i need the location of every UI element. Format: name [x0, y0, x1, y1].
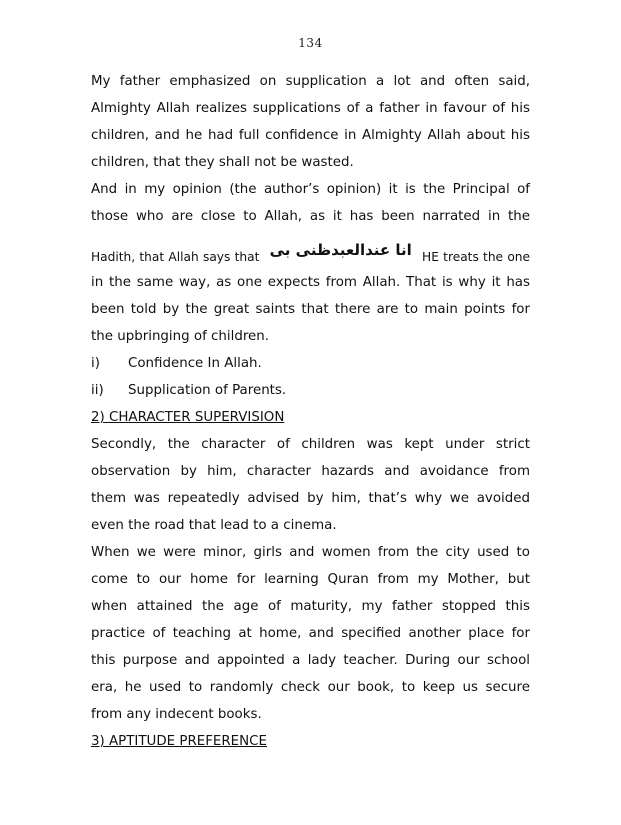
section-heading: 3) APTITUDE PREFERENCE	[91, 734, 267, 749]
list-marker: ii)	[91, 383, 104, 398]
paragraph-line: When we were minor, girls and women from the city used to	[91, 545, 530, 560]
paragraph-line: those who are close to Allah, as it has been narrated in the	[91, 209, 530, 224]
paragraph-line: children, and he had full confidence in Almighty Allah about his	[91, 128, 530, 143]
list-item	[91, 381, 530, 401]
paragraph-line: era, he used to randomly check our book, to keep us secure	[91, 680, 530, 695]
body-text	[91, 0, 530, 825]
list-marker: i)	[91, 356, 100, 371]
hadith-line-before: Hadith, that Allah says that	[91, 250, 260, 264]
paragraph-line: observation by him, character hazards and avoidance from	[91, 464, 530, 479]
arabic-quote: انا عندالعبدظنی بی	[269, 241, 412, 259]
page-number: 134	[298, 36, 323, 50]
paragraph-line: in the same way, as one expects from Allah. That is why it has	[91, 275, 530, 290]
hadith-line	[91, 241, 530, 266]
paragraph-line: Secondly, the character of children was kept under strict	[91, 437, 530, 452]
list-text: Supplication of Parents.	[128, 383, 287, 398]
paragraph-line: them was repeatedly advised by him, that’s why we avoided	[91, 491, 530, 506]
paragraph-line: children, that they shall not be wasted.	[91, 155, 354, 170]
paragraph-line: come to our home for learning Quran from my Mother, but	[91, 572, 530, 587]
paragraph-line: from any indecent books.	[91, 707, 262, 722]
paragraph-line: even the road that lead to a cinema.	[91, 518, 337, 533]
paragraph-line: when attained the age of maturity, my father stopped this	[91, 599, 530, 614]
paragraph-line: been told by the great saints that there are to main points for	[91, 302, 530, 317]
paragraph-line: this purpose and appointed a lady teacher. During our school	[91, 653, 530, 668]
list-item	[91, 354, 530, 374]
paragraph-line: And in my opinion (the author’s opinion) it is the Principal of	[91, 182, 530, 197]
paragraph-line: practice of teaching at home, and specified another place for	[91, 626, 530, 641]
paragraph-line: My father emphasized on supplication a lot and often said,	[91, 74, 530, 89]
paragraph-line: the upbringing of children.	[91, 329, 270, 344]
hadith-line-after: HE treats the one	[422, 250, 530, 264]
list-text: Confidence In Allah.	[128, 356, 262, 371]
section-heading: 2) CHARACTER SUPERVISION	[91, 410, 285, 425]
paragraph-line: Almighty Allah realizes supplications of a father in favour of his	[91, 101, 530, 116]
